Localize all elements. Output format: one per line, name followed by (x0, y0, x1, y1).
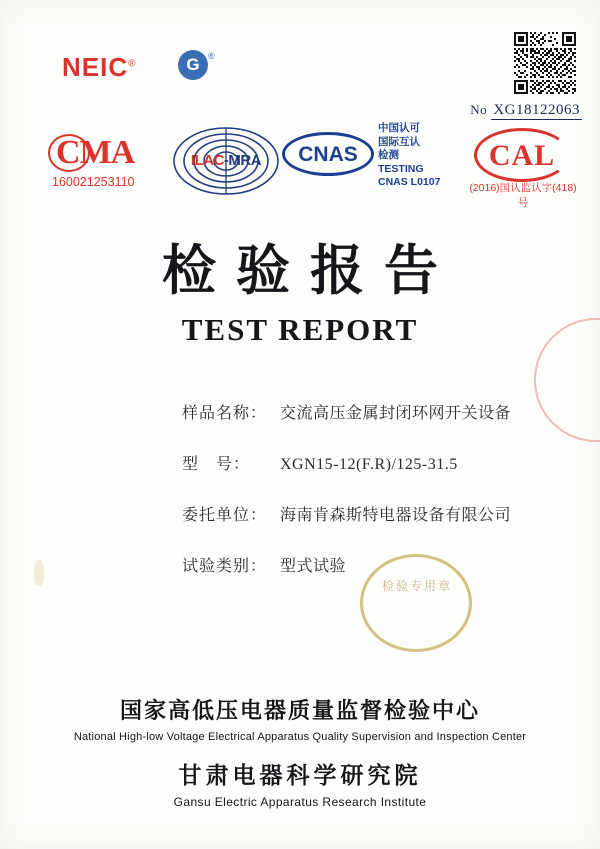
neic-logo-text: NEIC (62, 52, 129, 82)
cal-mark (468, 126, 578, 210)
footer-institute-chinese: 甘肃电器科学研究院 (178, 763, 422, 788)
cnas-letters: CNAS (298, 143, 358, 166)
g-letter-icon: G (186, 55, 200, 74)
ccc-g-mark-logo (178, 50, 215, 84)
field-value: XGN15-12(F.R)/125-31.5 (280, 456, 458, 473)
footer-organization (0, 694, 600, 809)
cma-mark (52, 134, 176, 189)
qr-code-icon (514, 32, 576, 94)
ilac-mra-text (178, 152, 274, 169)
registered-trademark-icon: ® (208, 51, 215, 61)
cal-certificate-number: (2016)国认监认字(418)号 (469, 182, 577, 209)
cnas-accreditation-text (378, 122, 464, 190)
field-label: 型 号： (182, 456, 251, 473)
accreditation-marks-row (0, 112, 600, 208)
cal-logo (468, 126, 578, 184)
field-value: 型式试验 (280, 558, 347, 575)
field-label: 样品名称： (182, 405, 268, 422)
registered-trademark-icon: ® (128, 58, 137, 70)
footer-org-chinese: 国家高低压电器质量监督检验中心 (119, 698, 480, 723)
official-seal-stamp (356, 552, 478, 656)
cma-number: 160021253110 (52, 175, 135, 189)
cnas-text-line-3: 检测 (378, 149, 399, 161)
qr-code-svg (514, 32, 576, 94)
ilac-text: ILAC (190, 152, 224, 169)
field-sample-name (182, 400, 562, 423)
cma-logo (52, 134, 176, 172)
cnas-text-line-5: CNAS L0107 (378, 176, 441, 188)
page-title-english: TEST REPORT (181, 312, 419, 347)
cal-letters: CAL (488, 139, 556, 172)
field-label: 委托单位： (182, 507, 268, 524)
oval-outline-icon (48, 134, 90, 172)
cnas-text-line-1: 中国认可 (378, 122, 420, 134)
footer-org-english: National High-low Voltage Electrical Apparatus Quality Supervision and Inspection Center (73, 731, 527, 743)
footer-institute-english: Gansu Electric Apparatus Research Institute (173, 795, 427, 809)
field-client (182, 502, 562, 525)
report-number-label: No (470, 102, 488, 117)
paper-smudge-decoration (34, 560, 44, 586)
field-value: 交流高压金属封闭环网开关设备 (280, 405, 512, 422)
cnas-text-line-2: 国际互认 (378, 135, 420, 148)
field-model (182, 451, 562, 474)
seal-text: 检验专用章 (381, 579, 452, 593)
page-title-chinese: 检验报告 (162, 241, 458, 301)
neic-logo (62, 52, 137, 83)
circle-outline-icon (360, 554, 472, 652)
ilac-mra-mark (172, 126, 280, 196)
field-label: 试验类别： (182, 558, 268, 575)
cma-letters: CMA (56, 134, 135, 171)
field-value: 海南肯森斯特电器设备有限公司 (280, 507, 512, 524)
cnas-text-line-4: TESTING (378, 162, 424, 175)
mra-text: -MRA (223, 152, 262, 169)
report-number-value: XG18122063 (493, 102, 580, 118)
header-logo-row (0, 28, 600, 118)
